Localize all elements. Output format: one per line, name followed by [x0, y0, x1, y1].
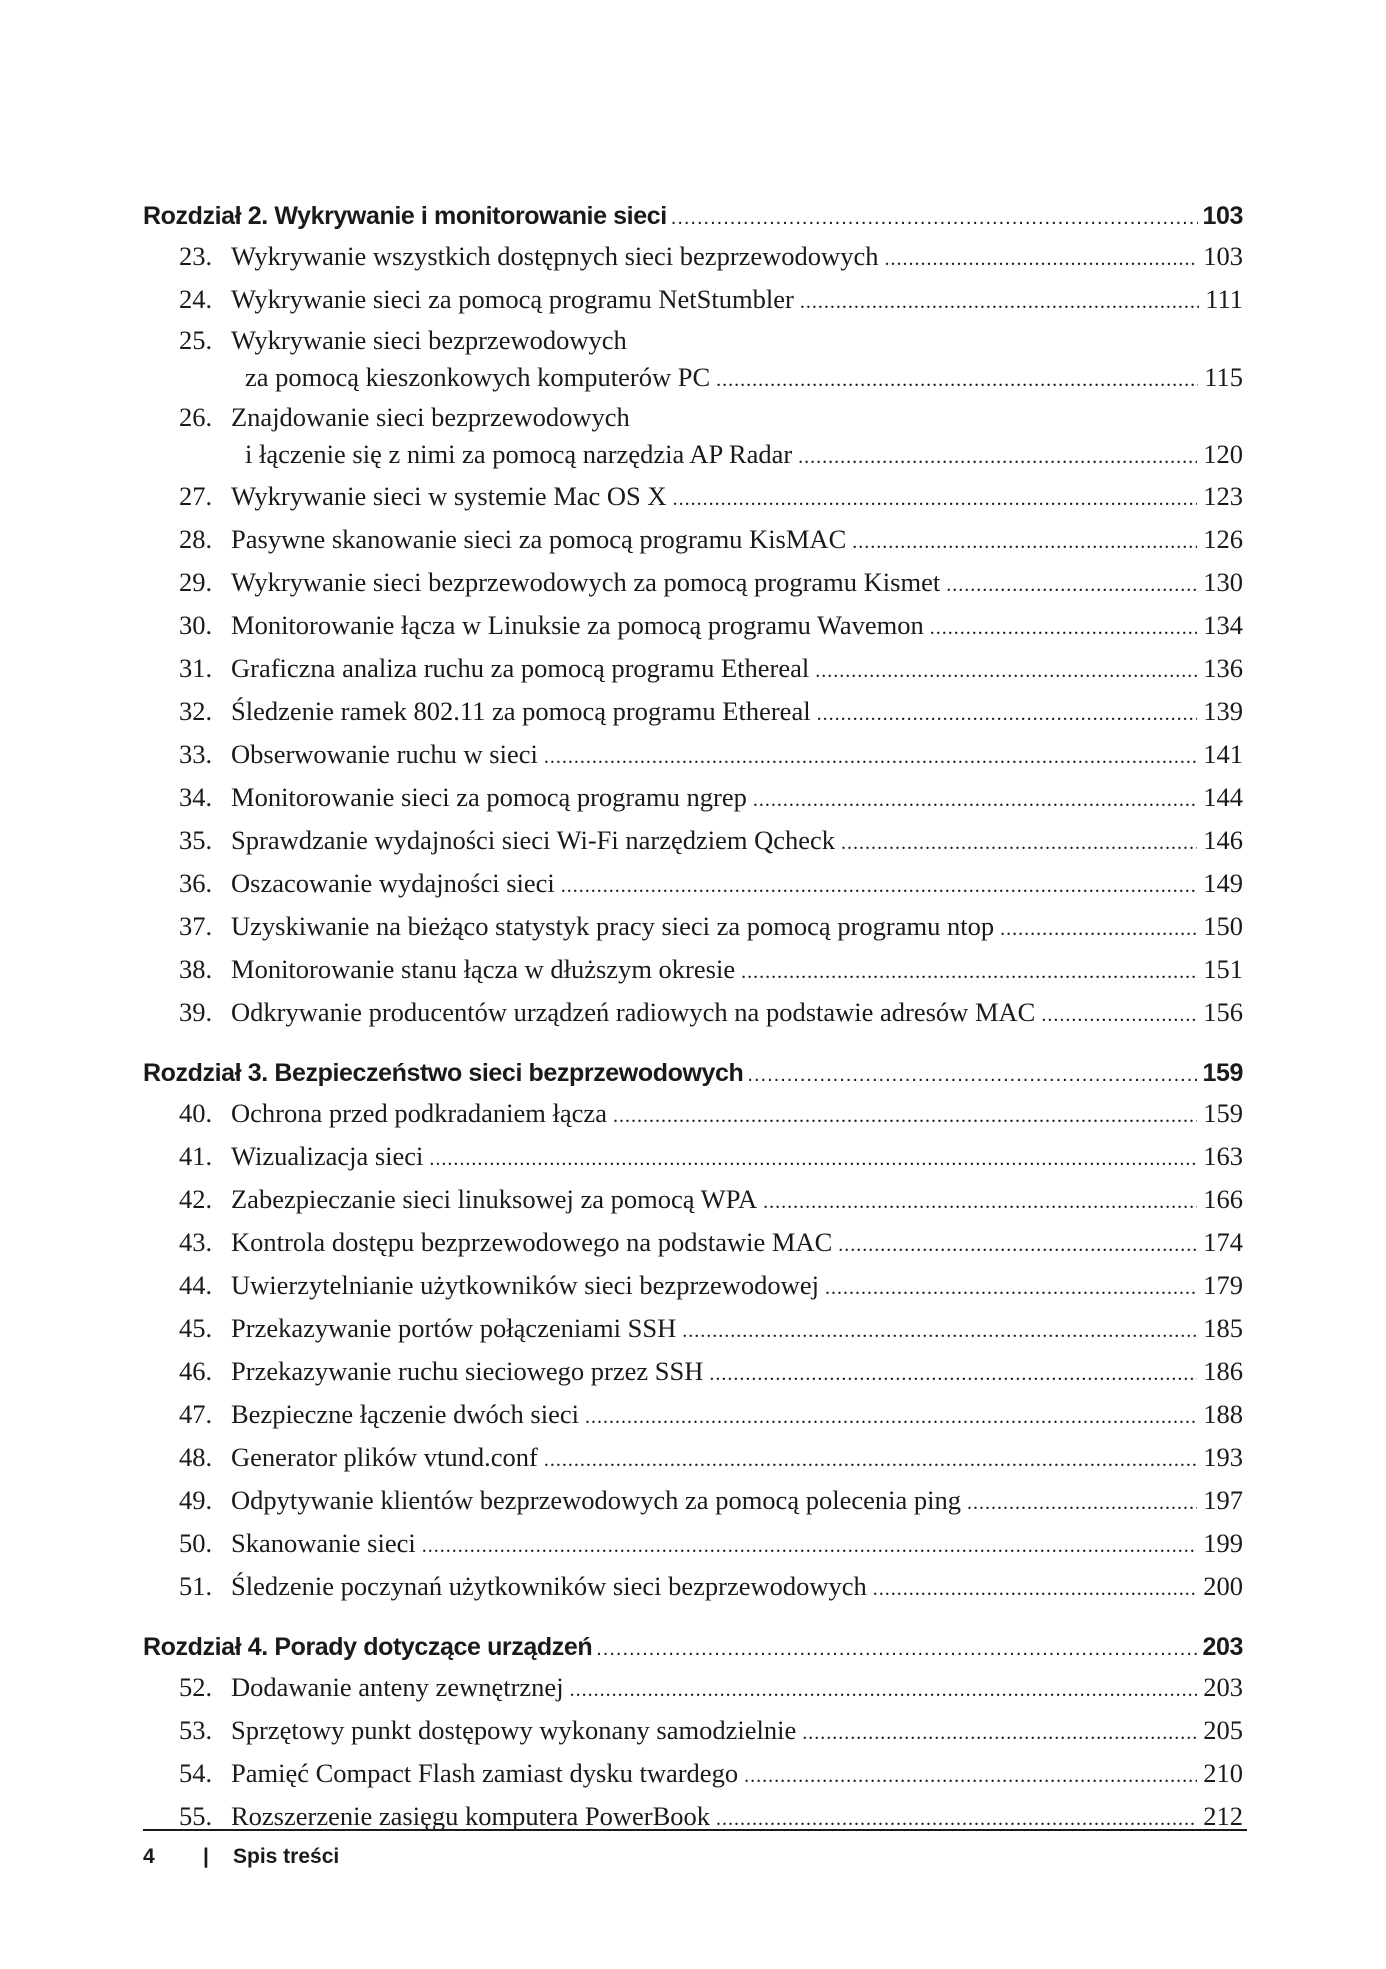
chapter-title: Rozdział 3. Bezpieczeństwo sieci bezprzewodowych	[143, 1059, 744, 1087]
dot-leader	[422, 1526, 1198, 1566]
entry-title: Kontrola dostępu bezprzewodowego na podstawie MAC	[231, 1227, 833, 1257]
entry-number: 40.	[179, 1098, 213, 1128]
entry-page-number: 141	[1203, 739, 1243, 769]
dot-leader	[798, 439, 1197, 476]
entry-number: 34.	[179, 782, 213, 812]
dot-leader	[967, 1483, 1197, 1523]
toc-chapter	[143, 196, 1243, 1035]
toc-entry	[143, 1136, 1243, 1179]
entry-title: Wykrywanie wszystkich dostępnych sieci bezprzewodowych	[231, 241, 879, 271]
entry-page-number: 134	[1203, 610, 1243, 640]
entry-page-number: 123	[1203, 481, 1243, 511]
toc-entry	[143, 691, 1243, 734]
chapter-heading	[143, 196, 1243, 236]
toc-entry	[143, 1710, 1243, 1753]
entry-title-continued: za pomocą kieszonkowych komputerów PC	[245, 362, 711, 392]
entry-page-number: 103	[1203, 241, 1243, 271]
entry-title: Sprawdzanie wydajności sieci Wi-Fi narzędziem Qcheck	[231, 825, 836, 855]
entry-page-number: 200	[1203, 1571, 1243, 1601]
entry-page-number: 136	[1203, 653, 1243, 683]
entry-title: Oszacowanie wydajności sieci	[231, 868, 555, 898]
entry-title: Odkrywanie producentów urządzeń radiowych na podstawie adresów MAC	[231, 997, 1036, 1027]
entry-title: Obserwowanie ruchu w sieci	[231, 739, 538, 769]
entry-page-number: 163	[1203, 1141, 1243, 1171]
toc-entry	[143, 820, 1243, 863]
entry-page-number: 115	[1204, 362, 1243, 392]
toc-entry	[143, 1523, 1243, 1566]
toc-entry	[143, 906, 1243, 949]
dot-leader	[716, 1799, 1197, 1839]
entry-number: 23.	[179, 241, 213, 271]
toc-chapter	[143, 1627, 1243, 1839]
entry-number: 38.	[179, 954, 213, 984]
entry-page-number: 146	[1203, 825, 1243, 855]
entry-page-number: 203	[1203, 1672, 1243, 1702]
toc-entry	[143, 1796, 1243, 1839]
toc-entry	[143, 1753, 1243, 1796]
chapter-title: Rozdział 2. Wykrywanie i monitorowanie sieci	[143, 202, 667, 230]
entry-page-number: 205	[1203, 1715, 1243, 1745]
entry-number: 25.	[179, 325, 213, 355]
entry-number: 35.	[179, 825, 213, 855]
entry-number: 49.	[179, 1485, 213, 1515]
entry-title: Rozszerzenie zasięgu komputera PowerBook	[231, 1801, 711, 1831]
entry-number: 31.	[179, 653, 213, 683]
footer-page-number: 4	[143, 1845, 155, 1868]
entry-number: 39.	[179, 997, 213, 1027]
entry-number: 36.	[179, 868, 213, 898]
entry-page-number: 120	[1203, 439, 1243, 469]
entry-number: 27.	[179, 481, 213, 511]
entry-number: 42.	[179, 1184, 213, 1214]
entry-number: 46.	[179, 1356, 213, 1386]
toc-entry	[143, 949, 1243, 992]
entry-title-continued: i łączenie się z nimi za pomocą narzędzia AP Radar	[245, 439, 793, 469]
dot-leader	[753, 780, 1197, 820]
entry-title: Wykrywanie sieci bezprzewodowych za pomocą programu Kismet	[231, 567, 941, 597]
entry-page-number: 126	[1203, 524, 1243, 554]
entry-title: Wykrywanie sieci za pomocą programu NetStumbler	[231, 284, 794, 314]
entry-number: 24.	[179, 284, 213, 314]
entry-title: Sprzętowy punkt dostępowy wykonany samodzielnie	[231, 1715, 797, 1745]
entry-page-number: 212	[1203, 1801, 1243, 1831]
toc-entry	[143, 562, 1243, 605]
entry-number: 26.	[179, 402, 213, 432]
entry-page-number: 159	[1203, 1098, 1243, 1128]
entry-number: 53.	[179, 1715, 213, 1745]
entry-page-number: 197	[1203, 1485, 1243, 1515]
toc-entry	[143, 863, 1243, 906]
toc-entry	[143, 1222, 1243, 1265]
entry-page-number: 185	[1203, 1313, 1243, 1343]
dot-leader	[682, 1311, 1197, 1351]
entry-page-number: 111	[1205, 284, 1243, 314]
dot-leader	[815, 651, 1197, 691]
entry-title: Wizualizacja sieci	[231, 1141, 424, 1171]
toc-entry	[143, 1308, 1243, 1351]
entry-page-number: 166	[1203, 1184, 1243, 1214]
page-footer	[143, 1842, 339, 1872]
dot-leader	[673, 479, 1198, 519]
entry-number: 30.	[179, 610, 213, 640]
toc-entry	[143, 1093, 1243, 1136]
entry-title: Monitorowanie sieci za pomocą programu ngrep	[231, 782, 747, 812]
dot-leader	[585, 1397, 1197, 1437]
entry-number: 44.	[179, 1270, 213, 1300]
toc-entry	[143, 734, 1243, 777]
entry-title: Śledzenie poczynań użytkowników sieci bezprzewodowych	[231, 1571, 867, 1601]
toc-entry	[143, 777, 1243, 820]
entry-title: Przekazywanie portów połączeniami SSH	[231, 1313, 677, 1343]
toc-entry	[143, 1394, 1243, 1437]
dot-leader	[852, 522, 1197, 562]
toc-entry	[143, 1179, 1243, 1222]
entry-title: Uzyskiwanie na bieżąco statystyk pracy sieci za pomocą programu ntop	[231, 911, 995, 941]
dot-leader	[763, 1182, 1197, 1222]
footer-section-title: Spis treści	[233, 1845, 340, 1868]
footer-rule	[143, 1829, 1247, 1831]
chapter-heading	[143, 1053, 1243, 1093]
entry-page-number: 130	[1203, 567, 1243, 597]
toc-entry	[143, 1351, 1243, 1394]
entry-title: Skanowanie sieci	[231, 1528, 416, 1558]
dot-leader	[561, 866, 1197, 906]
entry-title: Bezpieczne łączenie dwóch sieci	[231, 1399, 579, 1429]
entry-title: Wykrywanie sieci bezprzewodowych	[231, 325, 627, 355]
chapter-page-number: 159	[1202, 1059, 1243, 1087]
dot-leader	[800, 282, 1199, 322]
dot-leader	[802, 1713, 1197, 1753]
entry-title: Dodawanie anteny zewnętrznej	[231, 1672, 564, 1702]
entry-title: Znajdowanie sieci bezprzewodowych	[231, 402, 630, 432]
dot-leader	[741, 952, 1197, 992]
dot-leader	[544, 1440, 1197, 1480]
footer-separator: |	[203, 1845, 209, 1868]
entry-page-number: 174	[1203, 1227, 1243, 1257]
toc-entry	[143, 236, 1243, 279]
entry-number: 41.	[179, 1141, 213, 1171]
entry-page-number: 186	[1203, 1356, 1243, 1386]
toc-entry	[143, 322, 1243, 399]
entry-page-number: 156	[1203, 997, 1243, 1027]
entry-number: 45.	[179, 1313, 213, 1343]
toc-entry	[143, 648, 1243, 691]
entry-title: Graficzna analiza ruchu za pomocą programu Ethereal	[231, 653, 810, 683]
entry-page-number: 193	[1203, 1442, 1243, 1472]
entry-title: Odpytywanie klientów bezprzewodowych za pomocą polecenia ping	[231, 1485, 961, 1515]
toc-entry	[143, 279, 1243, 322]
entry-page-number: 210	[1203, 1758, 1243, 1788]
entry-title: Uwierzytelnianie użytkowników sieci bezprzewodowej	[231, 1270, 819, 1300]
table-of-contents	[143, 196, 1243, 1839]
dot-leader	[930, 608, 1197, 648]
entry-number: 37.	[179, 911, 213, 941]
entry-number: 54.	[179, 1758, 213, 1788]
dot-leader	[841, 823, 1197, 863]
dot-leader	[946, 565, 1197, 605]
chapter-title: Rozdział 4. Porady dotyczące urządzeń	[143, 1633, 593, 1661]
toc-chapter	[143, 1053, 1243, 1609]
dot-leader	[747, 1055, 1198, 1095]
entry-page-number: 144	[1203, 782, 1243, 812]
toc-entry	[143, 519, 1243, 562]
dot-leader	[884, 239, 1197, 279]
dot-leader	[709, 1354, 1197, 1394]
dot-leader	[825, 1268, 1197, 1308]
toc-entry	[143, 992, 1243, 1035]
toc-entry	[143, 476, 1243, 519]
entry-number: 51.	[179, 1571, 213, 1601]
entry-number: 55.	[179, 1801, 213, 1831]
dot-leader	[716, 362, 1198, 399]
entry-title: Generator plików vtund.conf	[231, 1442, 538, 1472]
toc-entry	[143, 1265, 1243, 1308]
chapter-heading	[143, 1627, 1243, 1667]
chapter-page-number: 103	[1202, 202, 1243, 230]
entry-number: 28.	[179, 524, 213, 554]
entry-number: 47.	[179, 1399, 213, 1429]
entry-title: Pamięć Compact Flash zamiast dysku twardego	[231, 1758, 739, 1788]
entry-number: 50.	[179, 1528, 213, 1558]
entry-title: Śledzenie ramek 802.11 za pomocą programu Ethereal	[231, 696, 811, 726]
chapter-page-number: 203	[1202, 1633, 1243, 1661]
entry-title: Wykrywanie sieci w systemie Mac OS X	[231, 481, 667, 511]
entry-number: 52.	[179, 1672, 213, 1702]
dot-leader	[596, 1629, 1198, 1669]
dot-leader	[817, 694, 1198, 734]
entry-number: 43.	[179, 1227, 213, 1257]
dot-leader	[1041, 995, 1197, 1035]
entry-title: Zabezpieczanie sieci linuksowej za pomocą WPA	[231, 1184, 758, 1214]
dot-leader	[838, 1225, 1197, 1265]
dot-leader	[873, 1569, 1197, 1609]
toc-entry	[143, 605, 1243, 648]
entry-number: 33.	[179, 739, 213, 769]
entry-page-number: 188	[1203, 1399, 1243, 1429]
toc-entry	[143, 1566, 1243, 1609]
entry-title: Pasywne skanowanie sieci za pomocą programu KisMAC	[231, 524, 847, 554]
dot-leader	[570, 1670, 1198, 1710]
entry-page-number: 149	[1203, 868, 1243, 898]
entry-page-number: 199	[1203, 1528, 1243, 1558]
entry-number: 29.	[179, 567, 213, 597]
dot-leader	[429, 1139, 1197, 1179]
entry-title: Przekazywanie ruchu sieciowego przez SSH	[231, 1356, 704, 1386]
entry-page-number: 151	[1203, 954, 1243, 984]
entry-number: 32.	[179, 696, 213, 726]
entry-number: 48.	[179, 1442, 213, 1472]
entry-page-number: 139	[1203, 696, 1243, 726]
entry-title: Monitorowanie łącza w Linuksie za pomocą programu Wavemon	[231, 610, 924, 640]
toc-entry	[143, 1437, 1243, 1480]
dot-leader	[744, 1756, 1197, 1796]
entry-title: Ochrona przed podkradaniem łącza	[231, 1098, 607, 1128]
entry-page-number: 150	[1203, 911, 1243, 941]
dot-leader	[613, 1096, 1197, 1136]
dot-leader	[1000, 909, 1197, 949]
toc-entry	[143, 399, 1243, 476]
toc-entry	[143, 1480, 1243, 1523]
toc-entry	[143, 1667, 1243, 1710]
dot-leader	[544, 737, 1197, 777]
entry-page-number: 179	[1203, 1270, 1243, 1300]
dot-leader	[671, 198, 1199, 238]
entry-title: Monitorowanie stanu łącza w dłuższym okresie	[231, 954, 736, 984]
